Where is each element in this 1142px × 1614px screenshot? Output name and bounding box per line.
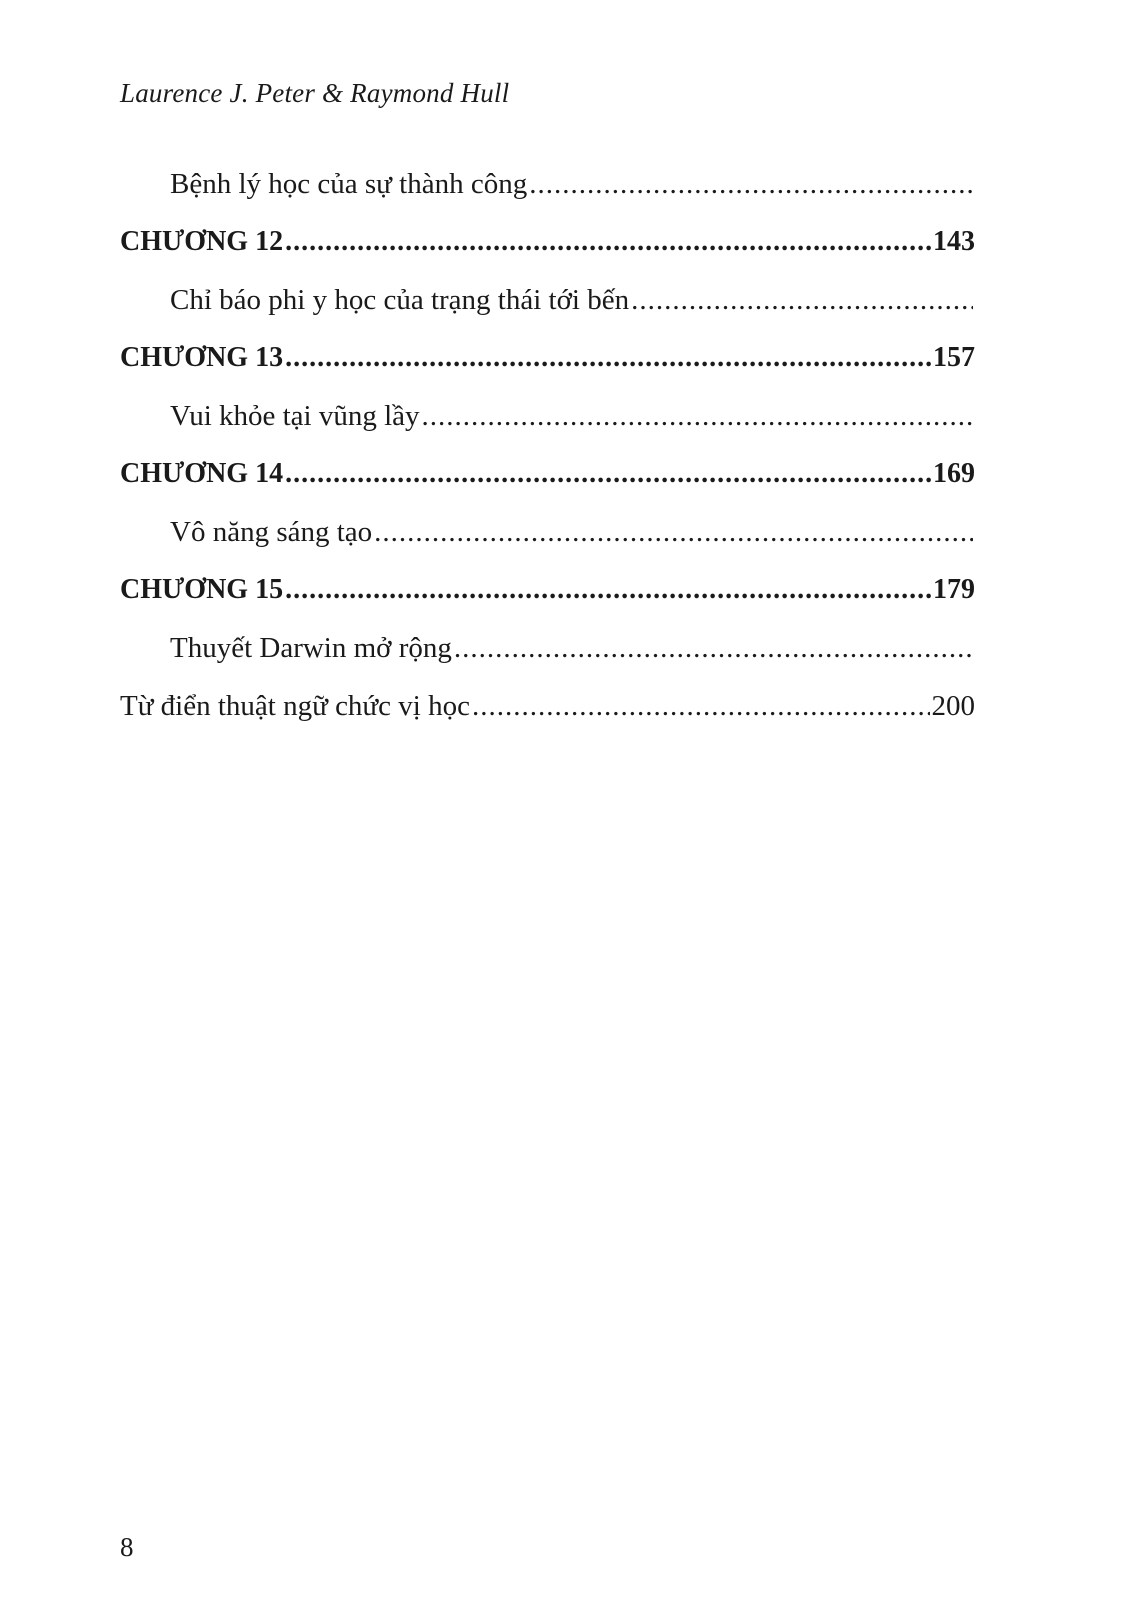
toc-entry-title: Vui khỏe tại vũng lầy [170,400,420,432]
toc-entry-title: Vô năng sáng tạo [170,516,373,548]
toc-entry-glossary [120,690,975,748]
toc-dot-leader [374,516,973,549]
toc-entry-subtitle [120,516,975,574]
toc-dot-leader [529,168,973,201]
page-number: 8 [120,1532,134,1562]
toc-entry-title: Bệnh lý học của sự thành công [170,168,528,200]
toc-entry-subtitle [120,168,975,226]
toc-entry-chapter [120,226,975,284]
toc-entry-page: 200 [931,690,975,722]
toc-dot-leader [285,574,931,606]
running-header-authors: Laurence J. Peter & Raymond Hull [120,78,510,108]
toc-dot-leader [631,284,973,317]
toc-entry-chapter [120,458,975,516]
toc-entry-title: CHƯƠNG 12 [120,226,284,257]
toc-entry-subtitle [120,284,975,342]
toc-entry-chapter [120,342,975,400]
toc-entry-title: CHƯƠNG 14 [120,458,284,489]
toc-entry-title: Thuyết Darwin mở rộng [170,632,452,664]
toc-entry-subtitle [120,632,975,690]
toc-entry-page: 179 [933,574,975,605]
toc-entry-page: 169 [933,458,975,489]
toc-dot-leader [285,226,931,258]
toc-dot-leader [454,632,973,665]
toc-entry-chapter [120,574,975,632]
toc-entry-title: CHƯƠNG 13 [120,342,284,373]
table-of-contents [120,168,975,748]
toc-entry-page: 143 [933,226,975,257]
toc-entry-title: Từ điển thuật ngữ chức vị học [120,690,470,722]
toc-entry-subtitle [120,400,975,458]
toc-dot-leader [285,458,931,490]
toc-dot-leader [422,400,973,433]
toc-dot-leader [472,690,930,723]
toc-entry-title: Chỉ báo phi y học của trạng thái tới bến [170,284,630,316]
toc-entry-title: CHƯƠNG 15 [120,574,284,605]
toc-dot-leader [285,342,931,374]
toc-entry-page: 157 [933,342,975,373]
